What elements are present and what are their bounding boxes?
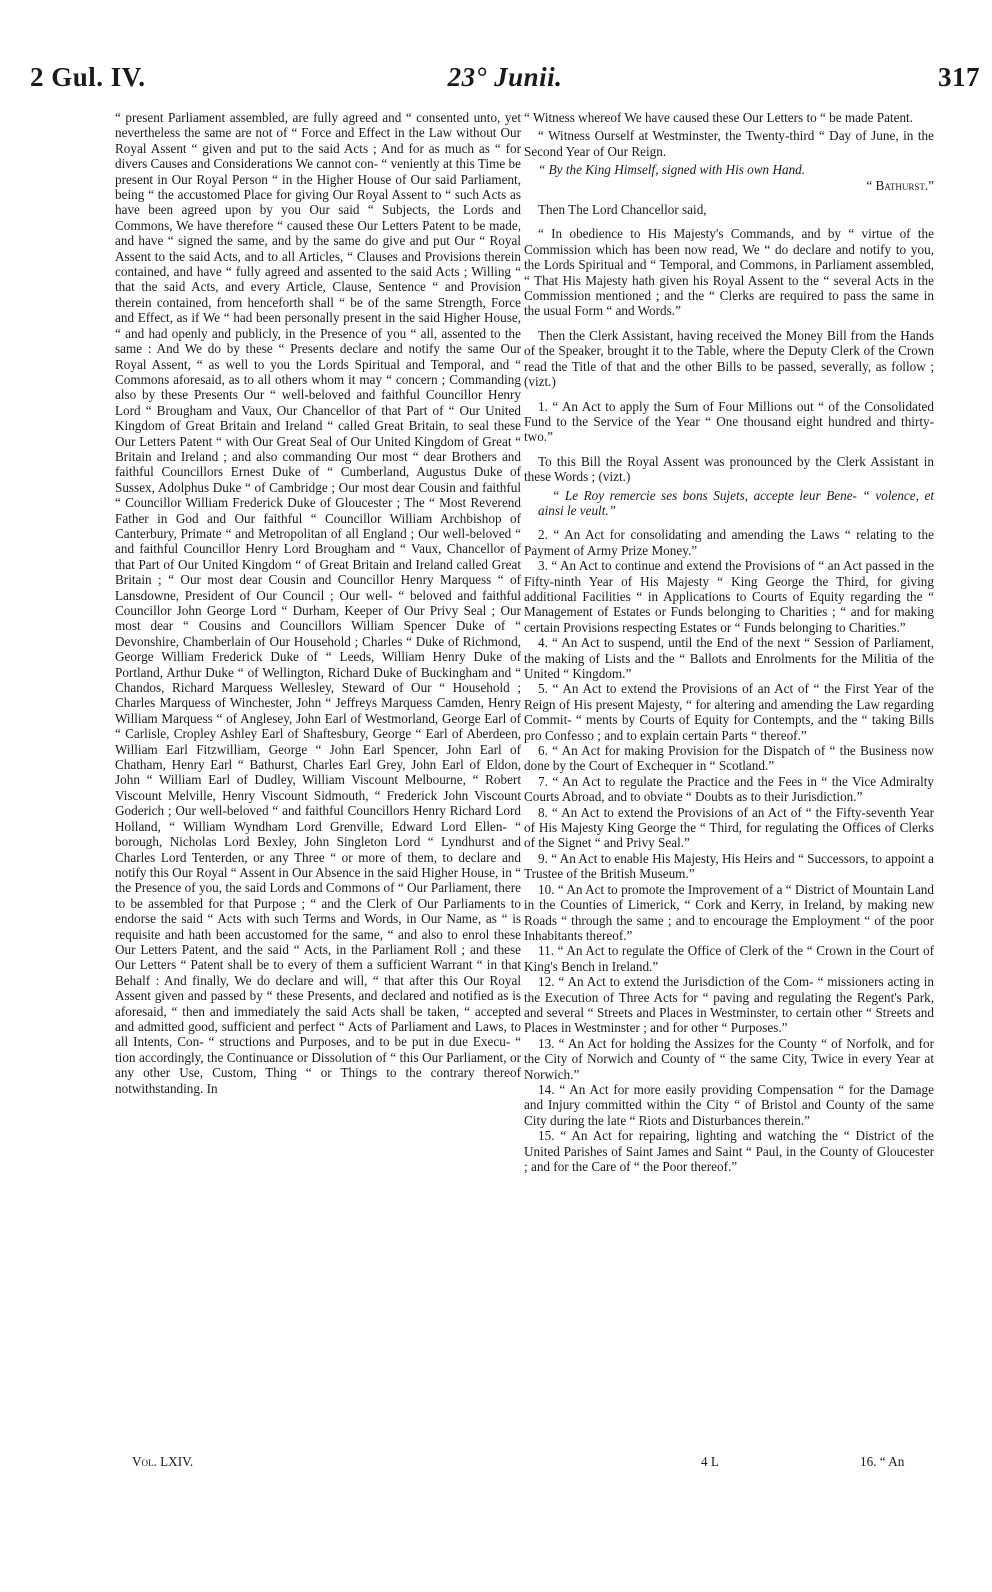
act-10: 10. “ An Act to promote the Improvement of a “ District of Mountain Land in the Counties of Limerick, “ Cork and Kerry, in Ireland, by making new Roads “ through the same ; and to encourage the Employment “ of the poor Inhabitants thereof.”: [524, 881, 934, 943]
act-8: 8. “ An Act to extend the Provisions of an Act of “ the Fifty-seventh Year of His Majesty King George the “ Third, for regulating the Offices of Clerks of the Signet “ and Privy Seal.”: [524, 804, 934, 851]
act-15: 15. “ An Act for repairing, lighting and watching the “ District of the United Parishes of Saint James and Saint “ Paul, in the County of Gloucester ; and for the Care of “ the Poor thereof.”: [524, 1128, 934, 1174]
catchword: 16. “ An: [860, 1454, 905, 1469]
act-11: 11. “ An Act to regulate the Office of Clerk of the “ Crown in the Court of King's Bench in Ireland.”: [524, 943, 934, 974]
page-number: 317: [938, 62, 980, 92]
act-13: 13. “ An Act for holding the Assizes for the County “ of Norfolk, and for the City of Norwich and County of “ the same City, Twice in every Year at Norwich.”: [524, 1035, 934, 1082]
act-2: 2. “ An Act for consolidating and amending the Laws “ relating to the Payment of Army Prize Money.”: [524, 527, 934, 558]
witness-ourself: “ Witness Ourself at Westminster, the Twenty-third “ Day of June, in the Second Year of Our Reign.: [524, 128, 934, 159]
act-3: 3. “ An Act to continue and extend the Provisions of “ an Act passed in the Fifty-ninth Year of His Majesty “ King George the Third, for giving additional Facilities “ in Applications to Courts of Equity regarding the “ Management of Estates or Funds belonging to Charities ; “ and for making certain Provisions respecting Estates or “ Funds belonging to Charities.”: [524, 558, 934, 635]
right-column: [524, 110, 934, 1174]
act-5: 5. “ An Act to extend the Provisions of an Act of “ the First Year of the Reign of His present Majesty, “ for altering and amending the Law regarding Commit- “ ments by Courts of Equity for Contempts, and the “ taking Bills pro Confesso ; and to explain certain Parts “ thereof.”: [524, 681, 934, 743]
signature-bathurst: “ Bathurst.”: [866, 177, 934, 193]
chancellor-said: Then The Lord Chancellor said,: [538, 202, 707, 218]
commission-text: “ present Parliament assembled, are fully agreed and “ consented unto, yet nevertheless the same are not of “ Force and Effect in the Law without Our Royal Assent “ given and put to the said Acts ; And for as much as “ for divers Causes and Considerations We cannot con- “ veniently at this Time be present in Our Royal Person “ in the Higher House of Our said Parliament, being “ the accustomed Place for giving Our Royal Assent to “ such Acts as have been agreed upon by you Our said “ Subjects, the Lords and Commons, We have therefore “ caused these Our Letters Patent to be made, and have “ signed the same, and by the same do give and put Our “ Royal Assent to the said Acts, and to all Articles, “ Clauses and Provisions therein contained, and have “ fully agreed and assented to the said Acts ; Willing “ that the said Acts, and every Article, Clause, Sentence “ and Provision therein contained, from henceforth shall “ be of the same Strength, Force and Effect, as if We “ had been personally present in the said Higher House, “ and had openly and publicly, in the Presence of you “ all, assented to the same : And We do by these “ Presents declare and notify the same Our Royal Assent, “ as well to you the Lords Spiritual and Temporal, and “ Commons aforesaid, as to all others whom it may “ concern ; Commanding also by these Presents Our “ well-beloved and faithful Councillor Henry Lord “ Brougham and Vaux, Our Chancellor of that Part of “ Our United Kingdom of Great Britain and Ireland “ called Great Britain, to seal these Our Letters Patent “ with Our Great Seal of Our United Kingdom of Great “ Britain and Ireland ; and also commanding Our most “ dear Brothers and faithful Councillors Ernest Duke of “ Cumberland, Augustus Duke of Sussex, Adolphus Duke “ of Cambridge ; Our most dear Cousin and faithful “ Councillor William Frederick Duke of Gloucester ; The “ Most Reverend Father in God and Our faithful “ Councillor William Archbishop of Canterbury, Primate “ and Metropolitan of all England ; Our well-beloved “ and faithful Councillor Henry Lord Brougham and “ Vaux, Chancellor of that Part of Our United Kingdom “ of Great Britain and Ireland called Great Britain ; “ Our most dear Cousin and Councillor Henry Marquess “ of Lansdowne, President of Our Council ; Our well- “ beloved and faithful Councillor John George Lord “ Durham, Keeper of Our Privy Seal ; Our most dear “ Cousins and Councillors William Spencer Duke of “ Devonshire, Chamberlain of Our Household ; Charles “ Duke of Richmond, George William Frederick Duke of “ Leeds, William Henry Duke of Portland, Arthur Duke “ of Wellington, Richard Duke of Buckingham and “ Chandos, Richard Marquess Wellesley, Steward of Our “ Household ; Charles Marquess of Winchester, John “ Jeffreys Marquess Camden, Henry William Marquess “ of Anglesey, John Earl of Westmorland, George Earl of “ Carlisle, Cropley Ashley Earl of Shaftesbury, George “ Earl of Aberdeen, William Earl Fitzwilliam, George “ John Earl Spencer, John Earl of Chatham, Henry Earl “ Bathurst, Charles Earl Grey, John Earl of Eldon, John “ William Earl of Dudley, William Viscount Melbourne, “ Robert Viscount Melville, Henry Viscount Sidmouth, “ Frederick John Viscount Goderich ; Our well-beloved “ and faithful Councillors Henry Richard Lord Holland, “ William Wyndham Lord Grenville, Edward Lord Ellen- “ borough, Nicholas Lord Bexley, John Singleton Lord “ Lyndhurst and Charles Lord Tenterden, or any Three “ or more of them, to declare and notify this Our Royal “ Assent in Our Absence in the said Higher House, in “ the Presence of you, the said Lords and Commons of “ Our Parliament, there to be assembled for that Purpose ; “ and the Clerk of Our Parliaments to endorse the said “ Acts with such Terms and Words, in Our Name, as “ is requisite and hath been accustomed for the same, “ and also to enrol these Our Letters Patent, and the said “ Acts, in the Parliament Roll ; and these Our Letters “ Patent shall be to every of them a sufficient Warrant “ in that Behalf : And finally, We do declare and will, “ that after this Our Royal Assent given and passed by “ these Presents, and declared and notified as is aforesaid, “ then and immediately the said Acts shall be taken, “ accepted and admitted good, sufficient and perfect “ Acts of Parliament and Laws, to all Intents, Con- “ structions and Purposes, and to be put in due Execu- “ tion accordingly, the Continuance or Dissolution of “ this Our Parliament, or any other Use, Custom, Thing “ or Things to the contrary thereof notwithstanding. In: [115, 110, 521, 1096]
act-7: 7. “ An Act to regulate the Practice and the Fees in “ the Vice Admiralty Courts Abroad, and to obviate “ Doubts as to their Jurisdiction.”: [524, 773, 934, 805]
act-12: 12. “ An Act to extend the Jurisdiction of the Com- “ missioners acting in the Execution of Three Acts for “ paving and regulating the Regent's Park, and several “ Streets and Places in Westminster, to certain other “ Streets and Places in Westminster ; and for other “ Purposes.”: [524, 974, 934, 1036]
witness-clause: “ Witness whereof We have caused these Our Letters to “ be made Patent.: [524, 110, 914, 125]
page-date: 23° Junii.: [447, 62, 563, 92]
chancellor-speech: “ In obedience to His Majesty's Commands, and by “ virtue of the Commission which has been now read, We “ do declare and notify to you, the Lords Spiritual and “ Temporal, and Commons, in Parliament assembled, “ That His Majesty hath given his Royal Assent to the “ several Acts in the Commission mentioned ; and the “ Clerks are required to pass the same in the usual Form “ and Words.”: [524, 226, 934, 319]
royal-assent-intro: To this Bill the Royal Assent was pronounced by the Clerk Assistant in these Words ; (vizt.): [524, 453, 934, 485]
act-6: 6. “ An Act for making Provision for the Dispatch of “ the Business now done by the Court of Exchequer in “ Scotland.”: [524, 743, 934, 774]
act-14: 14. “ An Act for more easily providing Compensation “ for the Damage and Injury committed within the City “ of Bristol and County of the same City during the late “ Riots and Disturbances therein.”: [524, 1081, 934, 1128]
clerk-assistant-paragraph: Then the Clerk Assistant, having received the Money Bill from the Hands of the Speaker, brought it to the Table, where the Deputy Clerk of the Crown read the Title of that and the other Bills to be passed, severally, as follow ; (vizt.): [524, 327, 934, 390]
left-column: [115, 110, 521, 1096]
act-4: 4. “ An Act to suspend, until the End of the next “ Session of Parliament, the making of Lists and the “ Ballots and Enrolments for the Militia of the United “ Kingdom.”: [524, 635, 934, 681]
volume-number: Vol. LXIV.: [132, 1454, 194, 1469]
signature-mark: 4 L: [701, 1454, 719, 1469]
regnal-year: 2 Gul. IV.: [30, 62, 146, 92]
royal-assent-words: “ Le Roy remercie ses bons Sujets, accepte leur Bene- “ volence, et ainsi le veult.”: [538, 487, 934, 518]
act-1: 1. “ An Act to apply the Sum of Four Millions out “ of the Consolidated Fund to the Service of the Year “ One thousand eight hundred and thirty-two.”: [524, 398, 934, 445]
signed-by-king: “ By the King Himself, signed with His own Hand.: [538, 162, 806, 178]
page-header: [30, 62, 980, 98]
act-9: 9. “ An Act to enable His Majesty, His Heirs and “ Successors, to appoint a Trustee of the British Museum.”: [524, 850, 934, 882]
